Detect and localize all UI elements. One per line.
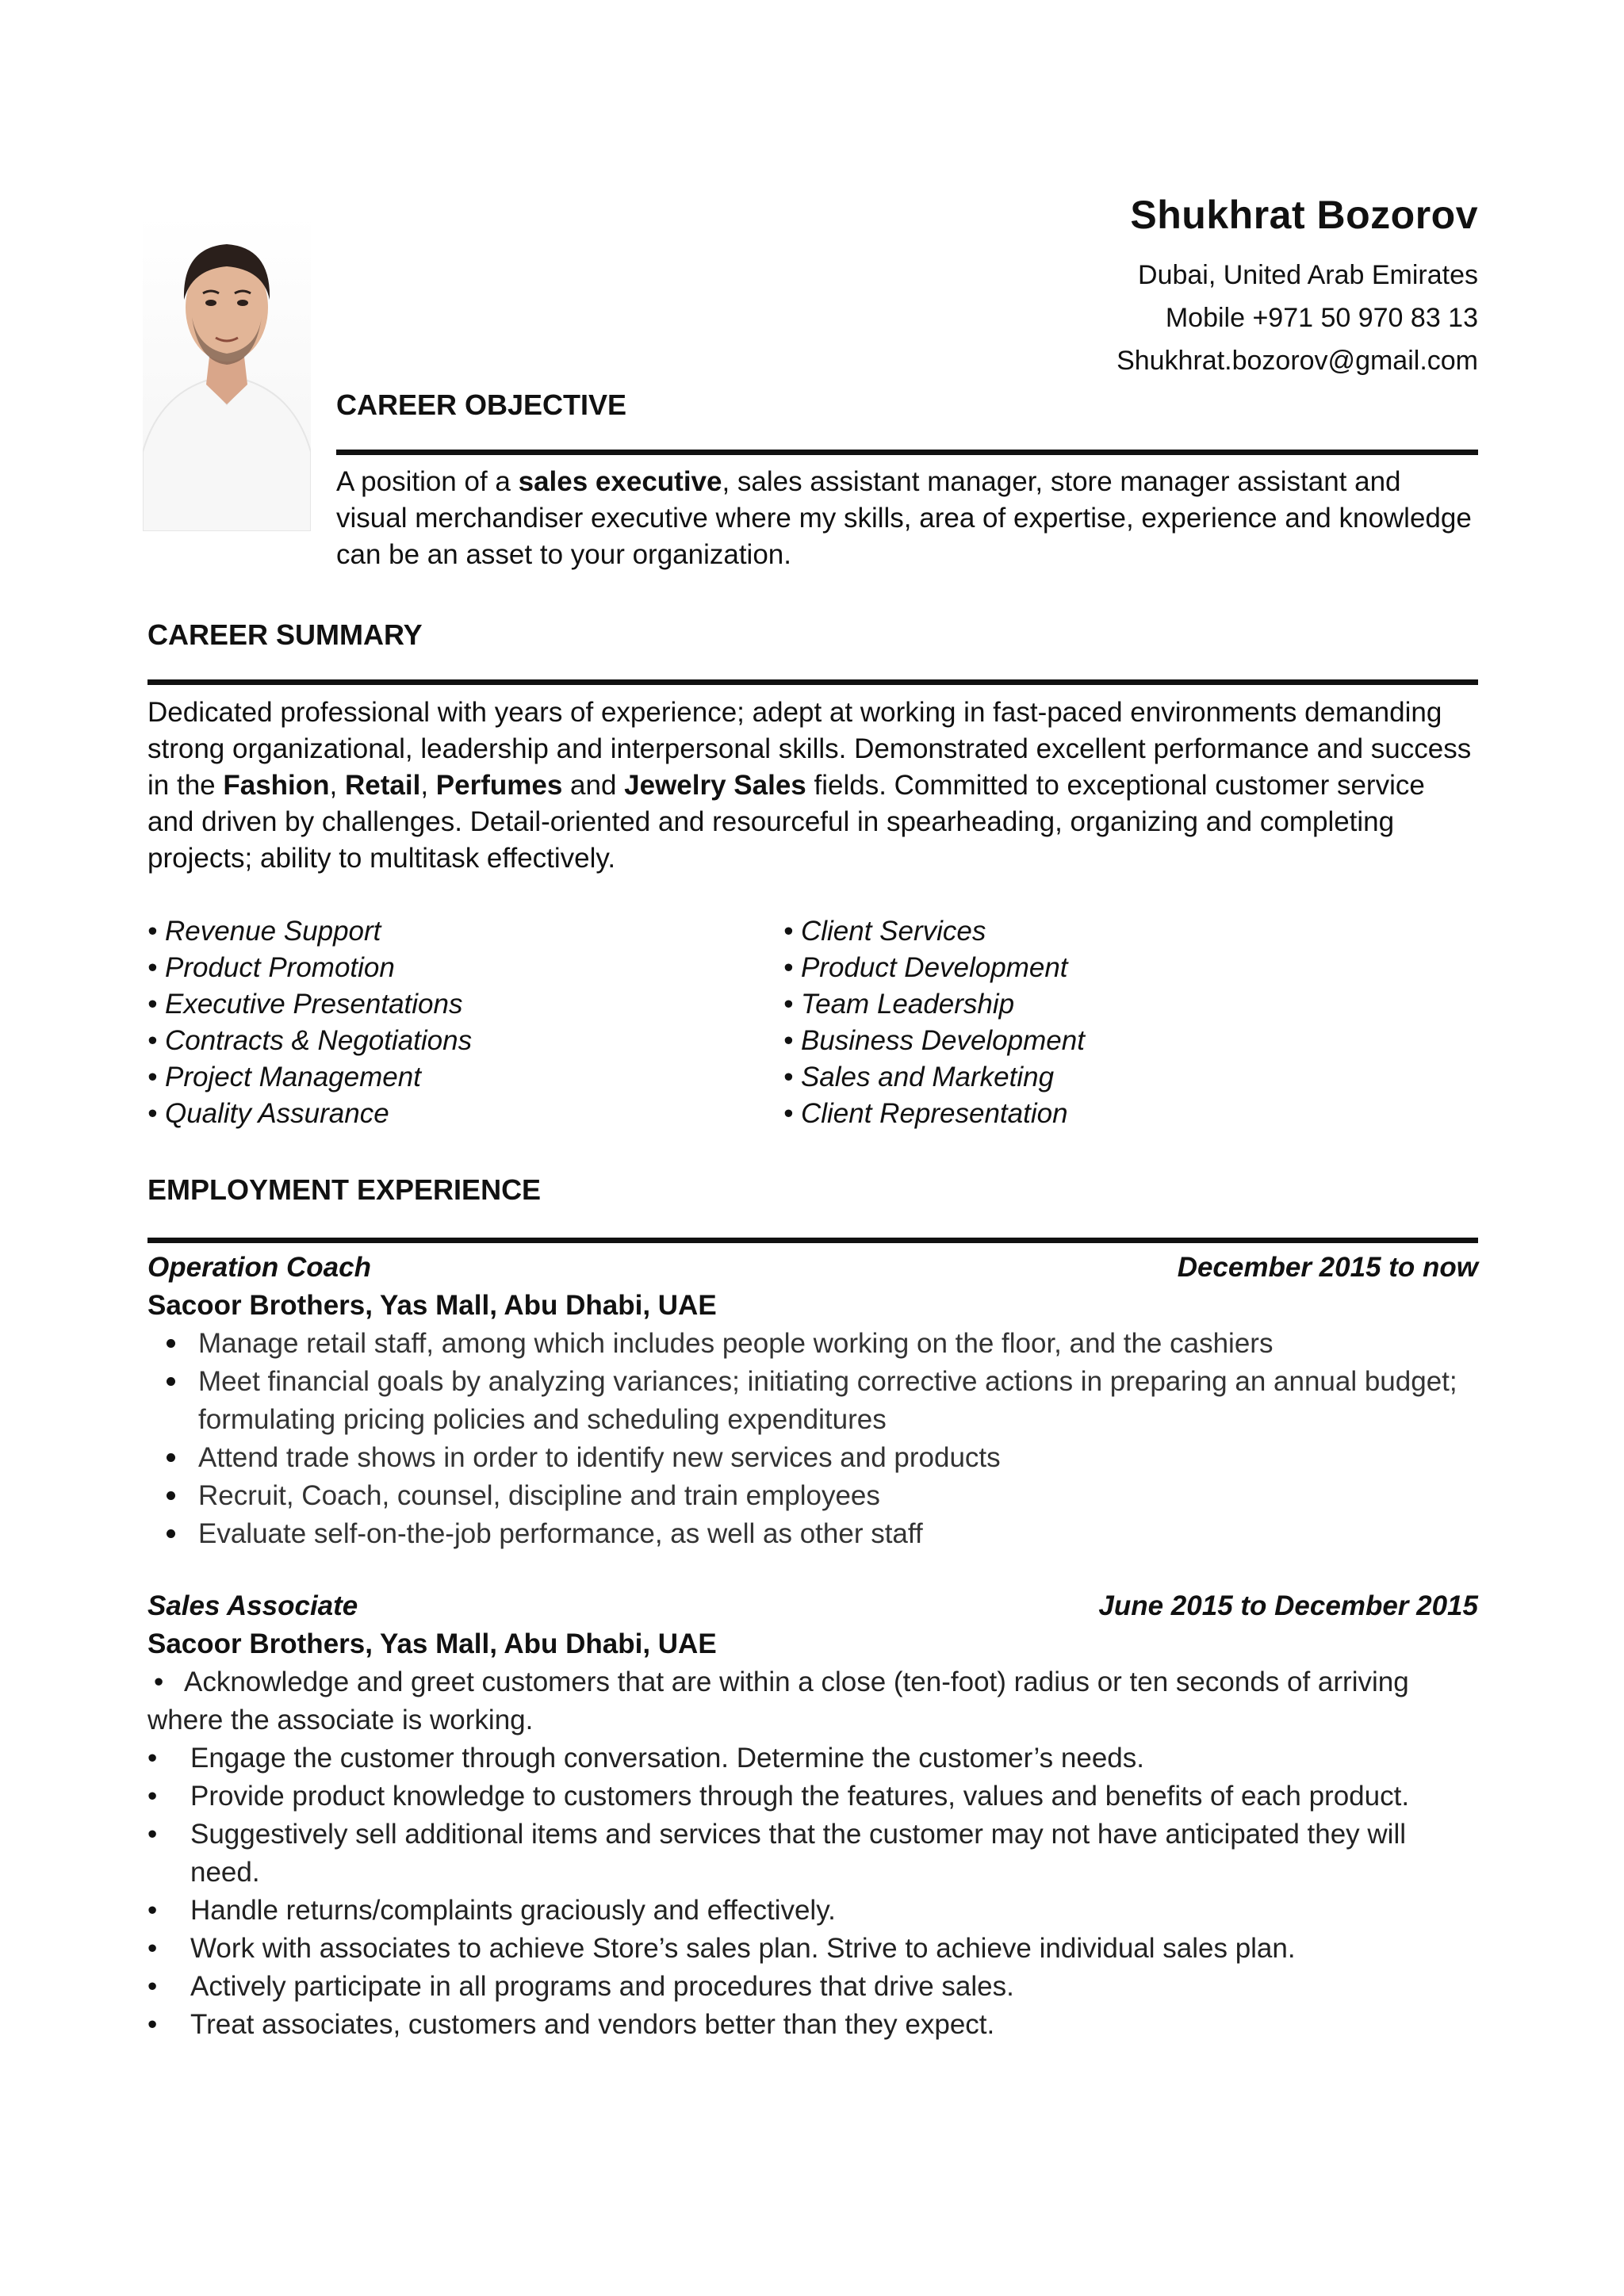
summary-separator: and [562, 770, 625, 801]
section-divider [336, 450, 1478, 455]
job-header [147, 1587, 1478, 1625]
career-objective-text [336, 464, 1478, 573]
skill-item: • Product Promotion [147, 952, 395, 983]
summary-emphasis: Perfumes [435, 770, 563, 801]
list-item: Manage retail staff, among which includes people working on the floor, and the cashiers [147, 1325, 1478, 1363]
job-entry [147, 1587, 1478, 2044]
job-role: Sales Associate [147, 1590, 358, 1621]
objective-text-part: A position of a [336, 466, 519, 497]
job-duties-list [147, 1663, 1478, 2044]
list-item: • Handle returns/complaints graciously and effectively. [147, 1892, 1478, 1930]
profile-photo [143, 214, 311, 531]
career-objective-heading: CAREER OBJECTIVE [336, 388, 627, 421]
objective-text-part: , sales assistant manager, store manager assistant and visual merchandiser executive where my skills, area of expertise, experience and knowledge can be an asset to your organization. [336, 466, 1472, 570]
list-item: Meet financial goals by analyzing variances; initiating corrective actions in preparing an annual budget; formulating pricing policies and scheduling expenditures [147, 1363, 1478, 1439]
summary-text-part: fields. Committed to exceptional customer service and driven by challenges. Detail-oriented and resourceful in spearheading, organizing and completing projects; ability to multitask effectively. [147, 770, 1425, 874]
job-role: Operation Coach [147, 1252, 371, 1283]
job-duties-list [147, 1325, 1478, 1553]
candidate-name: Shukhrat Bozorov [1130, 193, 1478, 237]
list-item: Attend trade shows in order to identify new services and products [147, 1439, 1478, 1477]
objective-text-emphasis: sales executive [518, 466, 722, 497]
skill-item: • Project Management [147, 1062, 421, 1093]
list-item: • Actively participate in all programs and procedures that drive sales. [147, 1968, 1478, 2006]
summary-text-part: Dedicated professional with years of experience; adept at working in fast-paced environments demanding strong organizational, leadership and interpersonal skills. Demonstrated excellent performance and success in the [147, 697, 1472, 801]
skill-item: • Team Leadership [783, 989, 1015, 1020]
job-company: Sacoor Brothers, Yas Mall, Abu Dhabi, UAE [147, 1628, 717, 1659]
summary-emphasis: Jewelry Sales [624, 770, 806, 801]
skill-item: • Executive Presentations [147, 989, 463, 1020]
list-item: • Treat associates, customers and vendors better than they expect. [147, 2006, 1478, 2044]
job-dates: December 2015 to now [1177, 1252, 1478, 1283]
person-portrait-icon [143, 214, 311, 531]
skills-column-left [147, 913, 783, 1132]
summary-separator: , [420, 770, 436, 801]
list-item: • Work with associates to achieve Store’s sales plan. Strive to achieve individual sales plan. [147, 1930, 1478, 1968]
job-company: Sacoor Brothers, Yas Mall, Abu Dhabi, UAE [147, 1290, 717, 1321]
skill-item: • Product Development [783, 952, 1068, 983]
skills-column-right [783, 913, 1099, 1132]
list-item: • Engage the customer through conversation. Determine the customer’s needs. [147, 1739, 1478, 1777]
summary-emphasis: Fashion [223, 770, 330, 801]
summary-emphasis: Retail [345, 770, 421, 801]
skill-item: • Business Development [783, 1025, 1085, 1056]
employment-experience-heading: EMPLOYMENT EXPERIENCE [147, 1173, 542, 1206]
list-item: • Suggestively sell additional items and services that the customer may not have anticipated they will need. [147, 1816, 1478, 1892]
location: Dubai, United Arab Emirates [1138, 260, 1478, 290]
list-item: • Provide product knowledge to customers through the features, values and benefits of each product. [147, 1777, 1478, 1816]
contact-block [1116, 192, 1478, 382]
job-header [147, 1249, 1478, 1287]
section-divider [147, 1238, 1478, 1243]
career-summary-text [147, 695, 1478, 877]
job-dates: June 2015 to December 2015 [1098, 1590, 1478, 1621]
skill-item: • Client Services [783, 916, 986, 947]
mobile-number: Mobile +971 50 970 83 13 [1165, 303, 1478, 333]
skill-item: • Quality Assurance [147, 1098, 389, 1129]
section-divider [147, 679, 1478, 685]
email-address[interactable]: Shukhrat.bozorov@gmail.com [1116, 346, 1478, 376]
list-item: Recruit, Coach, counsel, discipline and train employees [147, 1477, 1478, 1515]
skill-item: • Client Representation [783, 1098, 1068, 1129]
list-item: Evaluate self-on-the-job performance, as well as other staff [147, 1515, 1478, 1553]
skill-item: • Sales and Marketing [783, 1062, 1055, 1093]
career-summary-heading: CAREER SUMMARY [147, 618, 423, 651]
list-item: • Acknowledge and greet customers that are within a close (ten-foot) radius or ten seconds of arriving where the associate is working. [147, 1663, 1478, 1739]
job-entry [147, 1249, 1478, 1553]
skill-item: • Contracts & Negotiations [147, 1025, 473, 1056]
skill-item: • Revenue Support [147, 916, 381, 947]
skills-list [147, 913, 1099, 1132]
summary-separator: , [329, 770, 345, 801]
